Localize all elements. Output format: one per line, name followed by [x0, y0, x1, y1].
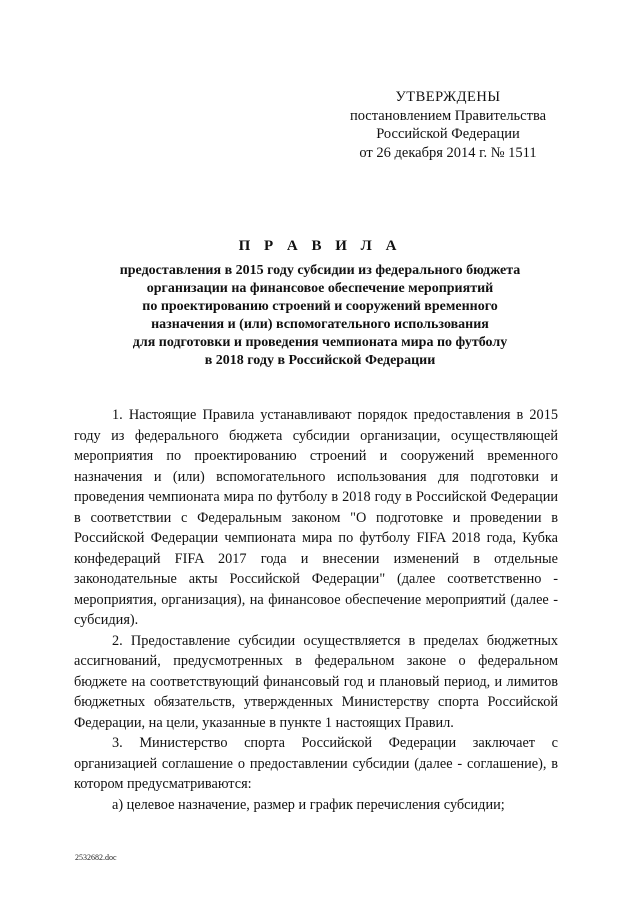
- subparagraph-a: а) целевое назначение, размер и график перечисления субсидии;: [112, 796, 505, 813]
- approval-line-date-number: от 26 декабря 2014 г. № 1511: [359, 144, 537, 161]
- paragraph-3: 3. Министерство спорта Российской Федерации заключает с организацией соглашение о предоставлении субсидии (далее - соглашение), в котором предусматриваются:: [74, 735, 558, 792]
- subtitle-line: в 2018 году в Российской Федерации: [204, 353, 436, 368]
- subtitle-line: организации на финансовое обеспечение мероприятий: [146, 281, 494, 296]
- document-subtitle: [60, 262, 580, 370]
- footer-file-name: 2532682.doc: [75, 853, 117, 862]
- subtitle-line: назначения и (или) вспомогательного использования: [151, 317, 489, 332]
- subtitle-line: по проектированию строений и сооружений временного: [142, 299, 498, 314]
- approval-heading: УТВЕРЖДЕНЫ: [395, 89, 501, 105]
- paragraph-2: 2. Предоставление субсидии осуществляется в пределах бюджетных ассигнований, предусмотренных в федеральном законе о федеральном бюджете на соответствующий финансовый год и плановый период, и лимитов бюджетных обязательств, утвержденных Министерству спорта Российской Федерации, на цели, указанные в пункте 1 настоящих Правил.: [74, 632, 558, 731]
- document-body: [74, 405, 558, 815]
- document-title: П Р А В И Л А: [238, 238, 402, 254]
- subtitle-line: предоставления в 2015 году субсидии из федерального бюджета: [119, 263, 521, 278]
- approval-line-resolution: постановлением Правительства: [349, 107, 547, 124]
- paragraph-1: 1. Настоящие Правила устанавливают порядок предоставления в 2015 году из федерального бюджета субсидии организации, осуществляющей мероприятия по проектированию строений и сооружений временного назначения и (или) вспомогательного использования для подготовки и проведения чемпионата мира по футболу в 2018 году в Российской Федерации в соответствии с Федеральным законом "О подготовке и проведении в Российской Федерации чемпионата мира по футболу FIFA 2018 года, Кубка конфедераций FIFA 2017 года и внесении изменений в отдельные законодательные акты Российской Федерации" (далее соответственно - мероприятия, организация), на финансовое обеспечение мероприятий (далее - субсидия).: [74, 407, 558, 628]
- approval-line-government: Российской Федерации: [376, 126, 520, 142]
- approval-block: [318, 88, 578, 162]
- subtitle-line: для подготовки и проведения чемпионата мира по футболу: [132, 335, 508, 350]
